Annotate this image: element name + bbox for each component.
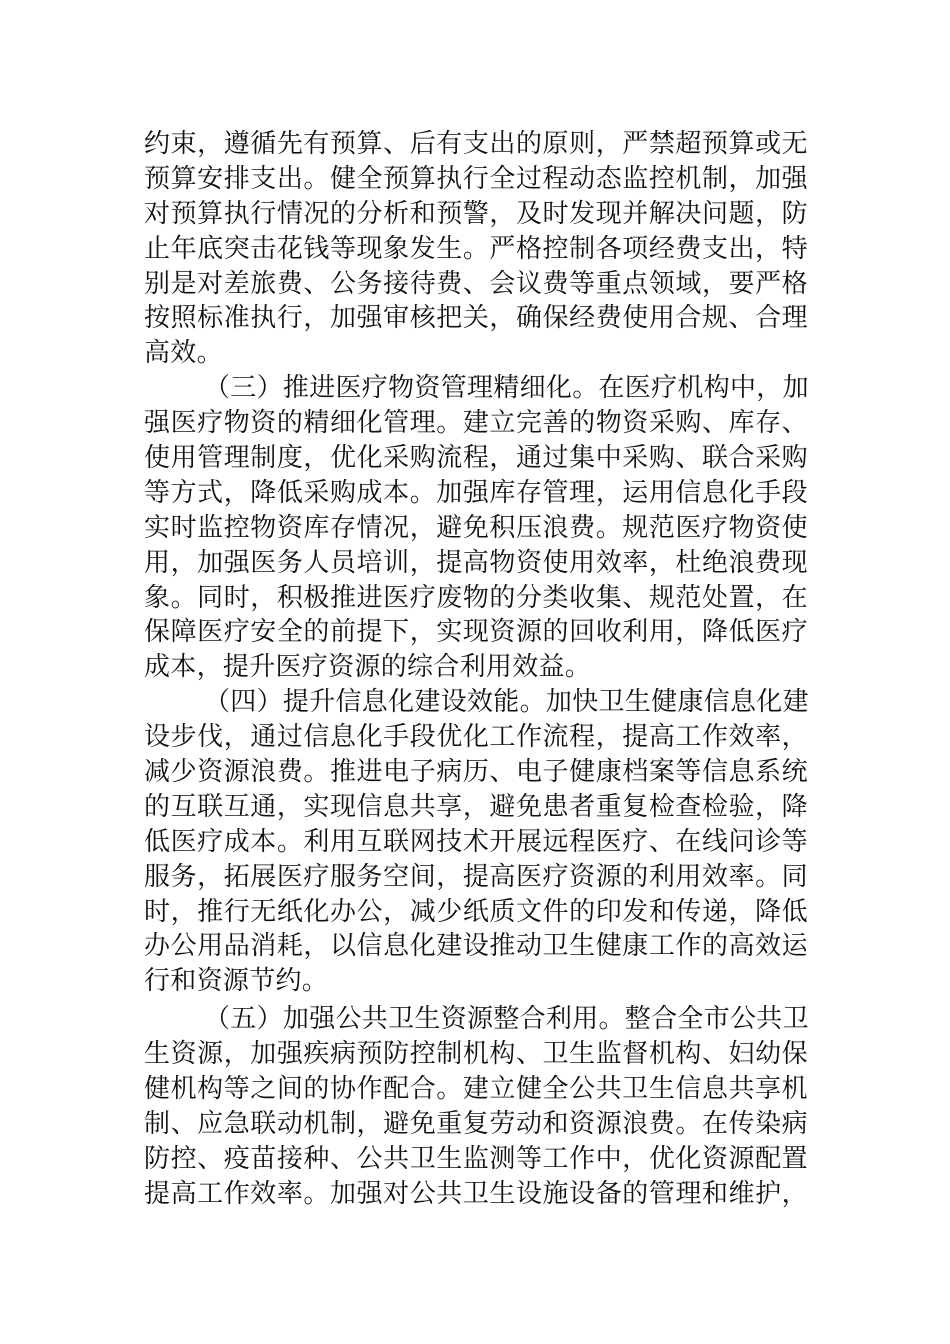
text-line: 强医疗物资的精细化管理。建立完善的物资采购、库存、 bbox=[144, 408, 808, 439]
text-line: 等方式，降低采购成本。加强库存管理，运用信息化手段 bbox=[144, 477, 808, 508]
text-line: 高效。 bbox=[144, 338, 223, 369]
text-line: 防控、疫苗接种、公共卫生监测等工作中，优化资源配置 bbox=[144, 1143, 808, 1174]
text-line: 低医疗成本。利用互联网技术开展远程医疗、在线问诊等 bbox=[144, 826, 808, 857]
body-text bbox=[144, 127, 808, 1212]
text-line: 减少资源浪费。推进电子病历、电子健康档案等信息系统 bbox=[144, 757, 808, 788]
text-line: 使用管理制度，优化采购流程，通过集中采购、联合采购 bbox=[144, 443, 808, 474]
text-line: 成本，提升医疗资源的综合利用效益。 bbox=[144, 652, 592, 683]
paragraph-informatization bbox=[144, 685, 808, 999]
text-line: 提高工作效率。加强对公共卫生设施设备的管理和维护， bbox=[144, 1178, 808, 1209]
paragraph-medical-supplies bbox=[144, 371, 808, 685]
text-line: 时，推行无纸化办公，减少纸质文件的印发和传递，降低 bbox=[144, 896, 808, 927]
text-line: 实时监控物资库存情况，避免积压浪费。规范医疗物资使 bbox=[144, 512, 808, 543]
text-line: 的互联互通，实现信息共享，避免患者重复检查检验，降 bbox=[144, 791, 808, 822]
paragraph-heading-line: （五）加强公共卫生资源整合利用。整合全市公共卫 bbox=[204, 1004, 809, 1035]
text-line: 行和资源节约。 bbox=[144, 966, 329, 997]
text-line: 别是对差旅费、公务接待费、会议费等重点领域，要严格 bbox=[144, 268, 808, 299]
paragraph-budget-control bbox=[144, 127, 808, 371]
text-line: 按照标准执行，加强审核把关，确保经费使用合规、合理 bbox=[144, 303, 808, 334]
text-line: 健机构等之间的协作配合。建立健全公共卫生信息共享机 bbox=[144, 1074, 808, 1105]
text-line: 对预算执行情况的分析和预警，及时发现并解决问题，防 bbox=[144, 198, 808, 229]
text-line: 生资源，加强疾病预防控制机构、卫生监督机构、妇幼保 bbox=[144, 1039, 808, 1070]
paragraph-heading-line: （三）推进医疗物资管理精细化。在医疗机构中，加 bbox=[204, 373, 809, 404]
text-line: 办公用品消耗，以信息化建设推动卫生健康工作的高效运 bbox=[144, 931, 808, 962]
text-line: 预算安排支出。健全预算执行全过程动态监控机制，加强 bbox=[144, 163, 808, 194]
text-line: 设步伐，通过信息化手段优化工作流程，提高工作效率， bbox=[144, 722, 808, 753]
paragraph-heading-line: （四）提升信息化建设效能。加快卫生健康信息化建 bbox=[204, 687, 809, 718]
text-line: 用，加强医务人员培训，提高物资使用效率，杜绝浪费现 bbox=[144, 547, 808, 578]
text-line: 止年底突击花钱等现象发生。严格控制各项经费支出，特 bbox=[144, 233, 808, 264]
text-line: 制、应急联动机制，避免重复劳动和资源浪费。在传染病 bbox=[144, 1108, 808, 1139]
text-line: 象。同时，积极推进医疗废物的分类收集、规范处置，在 bbox=[144, 582, 808, 613]
text-line: 服务，拓展医疗服务空间，提高医疗资源的利用效率。同 bbox=[144, 861, 808, 892]
text-line: 保障医疗安全的前提下，实现资源的回收利用，降低医疗 bbox=[144, 617, 808, 648]
text-line: 约束，遵循先有预算、后有支出的原则，严禁超预算或无 bbox=[144, 129, 808, 159]
paragraph-public-health bbox=[144, 1002, 808, 1211]
